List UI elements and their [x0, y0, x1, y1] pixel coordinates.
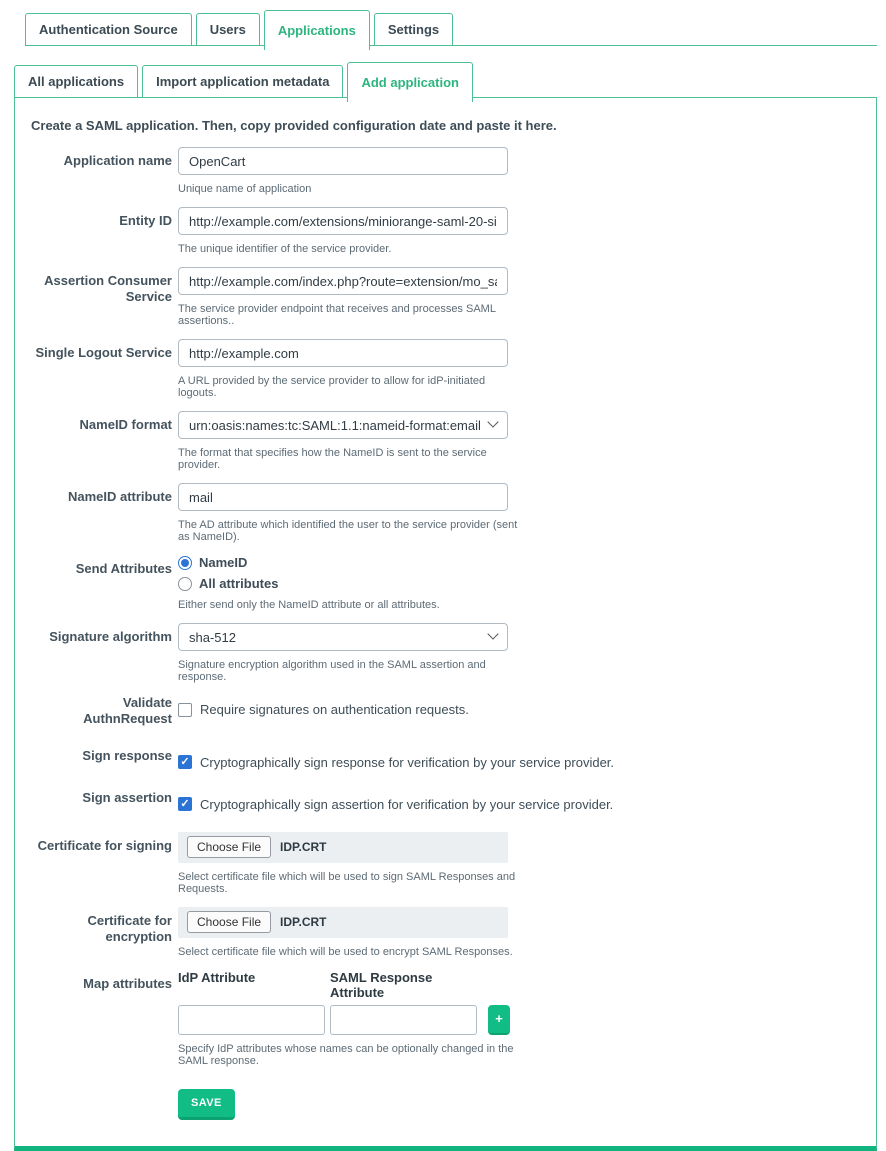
secondary-tab-bar [14, 62, 877, 97]
single-logout-service-label: Single Logout Service [35, 345, 172, 360]
application-name-input[interactable] [178, 147, 508, 175]
saml-response-attribute-header: SAML Response Attribute [330, 969, 433, 1000]
sign-assertion-text: Cryptographically sign assertion for verification by your service provider. [200, 796, 614, 812]
tab-users[interactable]: Users [196, 13, 260, 45]
add-application-panel [14, 97, 877, 1151]
single-logout-service-input[interactable] [178, 339, 508, 367]
intro-text: Create a SAML application. Then, copy provided configuration date and paste it here. [31, 118, 557, 133]
signature-algorithm-hint: Signature encryption algorithm used in the SAML assertion and response. [178, 659, 486, 683]
validate-authnrequest-label: Validate AuthnRequest [83, 695, 172, 727]
sign-response-text: Cryptographically sign response for verification by your service provider. [200, 754, 615, 770]
nameid-attribute-hint: The AD attribute which identified the user to the service provider (sent as NameID). [178, 519, 518, 543]
sign-assertion-label: Sign assertion [82, 789, 172, 805]
tab-all-applications[interactable]: All applications [14, 65, 138, 97]
assertion-consumer-service-hint: The service provider endpoint that receives and processes SAML assertions.. [178, 303, 496, 327]
nameid-attribute-label: NameID attribute [67, 489, 172, 504]
field-assertion-consumer-service [31, 267, 860, 327]
send-attributes-option-nameid[interactable] [178, 555, 518, 570]
certificate-encryption-choose-file-button[interactable]: Choose File [187, 911, 271, 933]
radio-all-attributes[interactable] [178, 577, 192, 591]
send-attributes-option-all[interactable] [178, 576, 518, 591]
sign-response-checkbox-row[interactable] [178, 755, 658, 770]
sign-response-label: Sign response [82, 747, 172, 763]
map-attributes-hint: Specify IdP attributes whose names can be optionally changed in the SAML response. [178, 1042, 514, 1067]
tab-applications[interactable]: Applications [264, 10, 370, 50]
certificate-signing-choose-file-button[interactable]: Choose File [187, 836, 271, 858]
tab-import-application-metadata[interactable]: Import application metadata [142, 65, 343, 97]
save-row [178, 1089, 860, 1120]
signature-algorithm-label: Signature algorithm [49, 629, 172, 644]
validate-authnrequest-checkbox-row[interactable] [178, 702, 658, 717]
field-sign-response [31, 748, 860, 770]
certificate-signing-label: Certificate for signing [37, 837, 172, 853]
field-nameid-attribute [31, 483, 860, 543]
tab-settings[interactable]: Settings [374, 13, 453, 45]
field-nameid-format [31, 411, 860, 471]
field-application-name [31, 147, 860, 195]
plus-icon: + [495, 1011, 503, 1026]
certificate-encryption-filename: IDP.CRT [280, 915, 327, 929]
entity-id-label: Entity ID [119, 213, 172, 228]
field-certificate-encryption [31, 907, 860, 958]
map-attributes-label: Map attributes [83, 975, 172, 991]
assertion-consumer-service-label: Assertion Consumer Service [44, 273, 172, 305]
primary-tab-bar [25, 10, 877, 46]
certificate-encryption-hint: Select certificate file which will be used to encrypt SAML Responses. [178, 945, 513, 958]
certificate-signing-filename: IDP.CRT [280, 840, 327, 854]
radio-all-attributes-label: All attributes [199, 576, 279, 591]
tab-authentication-source[interactable]: Authentication Source [25, 13, 192, 45]
send-attributes-hint: Either send only the NameID attribute or all attributes. [178, 599, 440, 611]
certificate-signing-file-input[interactable] [178, 832, 508, 863]
signature-algorithm-select[interactable] [178, 623, 508, 651]
radio-nameid[interactable] [178, 556, 192, 570]
sign-assertion-checkbox-row[interactable] [178, 797, 658, 812]
field-certificate-signing [31, 832, 860, 895]
add-attribute-button[interactable] [488, 1005, 510, 1035]
validate-authnrequest-text: Require signatures on authentication requests. [200, 702, 469, 717]
field-signature-algorithm [31, 623, 860, 683]
nameid-attribute-input[interactable] [178, 483, 508, 511]
nameid-format-label: NameID format [79, 417, 172, 432]
idp-attribute-input[interactable] [178, 1005, 325, 1035]
single-logout-service-hint: A URL provided by the service provider to allow for idP-initiated logouts. [178, 375, 486, 399]
certificate-signing-hint: Select certificate file which will be used to sign SAML Responses and Requests. [178, 870, 516, 895]
field-send-attributes [31, 555, 860, 611]
saml-response-attribute-input[interactable] [330, 1005, 477, 1035]
sign-response-checkbox[interactable] [178, 755, 192, 769]
certificate-encryption-file-input[interactable] [178, 907, 508, 938]
application-name-hint: Unique name of application [178, 183, 312, 195]
field-entity-id [31, 207, 860, 255]
validate-authnrequest-checkbox[interactable] [178, 703, 192, 717]
field-validate-authnrequest [31, 695, 860, 728]
certificate-encryption-label: Certificate for encryption [87, 912, 172, 944]
send-attributes-label: Send Attributes [75, 561, 172, 576]
nameid-format-select[interactable] [178, 411, 508, 439]
entity-id-hint: The unique identifier of the service provider. [178, 243, 392, 255]
radio-nameid-label: NameID [199, 555, 248, 570]
tab-add-application[interactable]: Add application [347, 62, 473, 102]
save-button[interactable]: SAVE [178, 1089, 235, 1120]
field-map-attributes [31, 970, 860, 1067]
nameid-format-hint: The format that specifies how the NameID is sent to the service provider. [178, 447, 487, 471]
assertion-consumer-service-input[interactable] [178, 267, 508, 295]
field-single-logout-service [31, 339, 860, 399]
application-name-label: Application name [63, 153, 172, 168]
entity-id-input[interactable] [178, 207, 508, 235]
field-sign-assertion [31, 790, 860, 812]
sign-assertion-checkbox[interactable] [178, 797, 192, 811]
idp-attribute-header: IdP Attribute [178, 969, 256, 985]
